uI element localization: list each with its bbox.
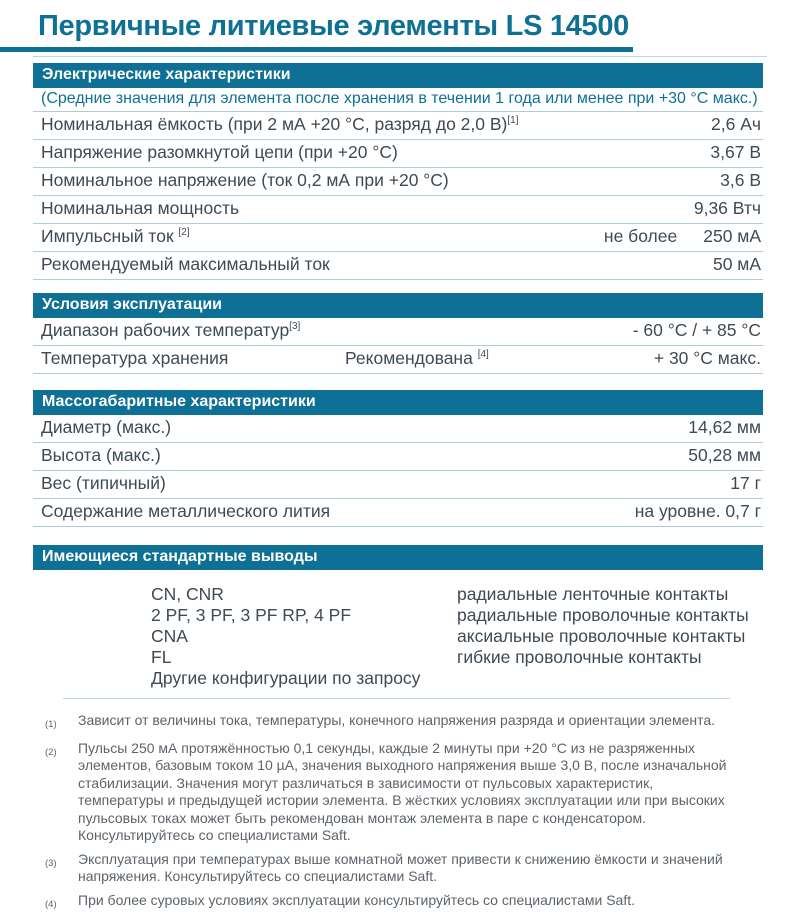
footnotes	[33, 712, 763, 913]
content	[0, 63, 800, 913]
row-value: 50,28 мм	[688, 445, 761, 466]
footnote-marker: (1)	[45, 712, 78, 734]
footnote-text: Эксплуатация при температурах выше комнатной может привести к снижению ёмкости и значений напряжения. Консультируйтесь со специалистами Saft.	[78, 851, 763, 886]
row-label: Температура хранения	[41, 348, 654, 369]
table-row	[33, 168, 763, 196]
list-item: аксиальные проволочные контакты	[457, 626, 763, 647]
list-item: гибкие проволочные контакты	[457, 647, 763, 668]
page-title-text: Первичные литиевые элементы	[38, 10, 498, 42]
table-row	[33, 346, 763, 374]
row-value: 50 мА	[713, 254, 761, 275]
list-item: Другие конфигурации по запросу	[151, 668, 457, 689]
table-row	[33, 415, 763, 443]
row-value: 3,6 В	[720, 170, 761, 191]
row-note: не более	[604, 226, 677, 247]
terminal-codes-list	[151, 584, 457, 689]
model-number: LS 14500	[506, 10, 629, 42]
masthead	[0, 0, 800, 57]
footnote	[33, 851, 763, 886]
row-label: Диапазон рабочих температур[3]	[41, 320, 633, 341]
footnotes-divider	[63, 698, 730, 699]
row-label: Напряжение разомкнутой цепи (при +20 °C)	[41, 142, 710, 163]
list-item: FL	[151, 647, 457, 668]
row-value: 3,67 В	[710, 142, 761, 163]
table-row	[33, 112, 763, 140]
section-operating	[33, 293, 763, 374]
row-value: 2,6 Ач	[711, 114, 761, 135]
list-item: 2 PF, 3 PF, 3 PF RP, 4 PF	[151, 605, 457, 626]
row-value: - 60 °C / + 85 °C	[633, 320, 761, 341]
table-row	[33, 499, 763, 527]
section-header-bar: Имеющиеся стандартные выводы	[33, 545, 763, 570]
row-value: + 30 °C макс.	[654, 348, 761, 369]
section-dimensions	[33, 390, 763, 527]
row-value: 250 мА	[703, 226, 761, 247]
row-label: Содержание металлического лития	[41, 501, 635, 522]
table-row	[33, 224, 763, 252]
electrical-table	[33, 112, 763, 280]
footnote-text: Зависит от величины тока, температуры, конечного напряжения разряда и ориентации элемента.	[78, 712, 763, 734]
footnote-ref: [4]	[478, 349, 489, 360]
row-label: Номинальная ёмкость (при 2 мА +20 °C, разряд до 2,0 В)[1]	[41, 114, 711, 135]
list-item: радиальные ленточные контакты	[457, 584, 763, 605]
footnote	[33, 892, 763, 913]
section-terminals	[33, 545, 763, 689]
row-value: на уровне. 0,7 г	[635, 501, 761, 522]
operating-table	[33, 318, 763, 374]
table-row	[33, 318, 763, 346]
row-label: Диаметр (макс.)	[41, 417, 688, 438]
table-row	[33, 471, 763, 499]
footnote-ref: [2]	[178, 227, 189, 238]
title-underline	[0, 47, 633, 52]
table-row	[33, 196, 763, 224]
row-value: 9,36 Втч	[694, 198, 761, 219]
footnote	[33, 712, 763, 734]
row-label: Высота (макс.)	[41, 445, 688, 466]
footnote-marker: (2)	[45, 740, 78, 845]
list-item: радиальные проволочные контакты	[457, 605, 763, 626]
footnote-marker: (3)	[45, 851, 78, 886]
footnote-ref: [1]	[507, 115, 518, 126]
section-header-bar: Условия эксплуатации	[33, 293, 763, 318]
terminal-descriptions-list	[457, 584, 763, 689]
terminal-columns	[33, 584, 763, 689]
footnote-marker: (4)	[45, 892, 78, 913]
footnote	[33, 740, 763, 845]
row-label: Номинальная мощность	[41, 198, 694, 219]
row-value: 14,62 мм	[688, 417, 761, 438]
dimensions-table	[33, 415, 763, 527]
row-label: Импульсный ток [2]	[41, 226, 604, 247]
footnote-ref: [3]	[289, 321, 300, 332]
header-divider	[33, 56, 767, 57]
footnote-text: Пульсы 250 мА протяжённостью 0,1 секунды, каждые 2 минуты при +20 °C из не разряженных элементов, базовым током 10 µА, значения выходного напряжения выше 3,0 В, после изначальной стабилизации. Значения могут различаться в зависимости от пульсовых характеристик, температуры и предыдущей истории элемента. В жёстких условиях эксплуатации или при высоких пульсовых токах может быть рекомендован монтаж элемента в паре с конденсатором. Консультируйтесь со специалистами Saft.	[78, 740, 763, 845]
table-row	[33, 443, 763, 471]
section-electrical	[33, 63, 763, 280]
list-item: CNA	[151, 626, 457, 647]
row-note: Рекомендована [4]	[345, 348, 489, 369]
footnote-text: При более суровых условиях эксплуатации консультируйтесь со специалистами Saft.	[78, 892, 763, 913]
row-label: Номинальное напряжение (ток 0,2 мА при +20 °C)	[41, 170, 720, 191]
row-label: Рекомендуемый максимальный ток	[41, 254, 713, 275]
section-subtitle: (Средние значения для элемента после хранения в течении 1 года или менее при +30 °C макс.)	[33, 88, 763, 112]
row-value: 17 г	[730, 473, 761, 494]
page-title	[38, 10, 770, 43]
table-row	[33, 140, 763, 168]
section-header-bar: Электрические характеристики	[33, 63, 763, 88]
section-header-bar: Массогабаритные характеристики	[33, 390, 763, 415]
list-item: CN, CNR	[151, 584, 457, 605]
table-row	[33, 252, 763, 280]
row-label: Вес (типичный)	[41, 473, 730, 494]
